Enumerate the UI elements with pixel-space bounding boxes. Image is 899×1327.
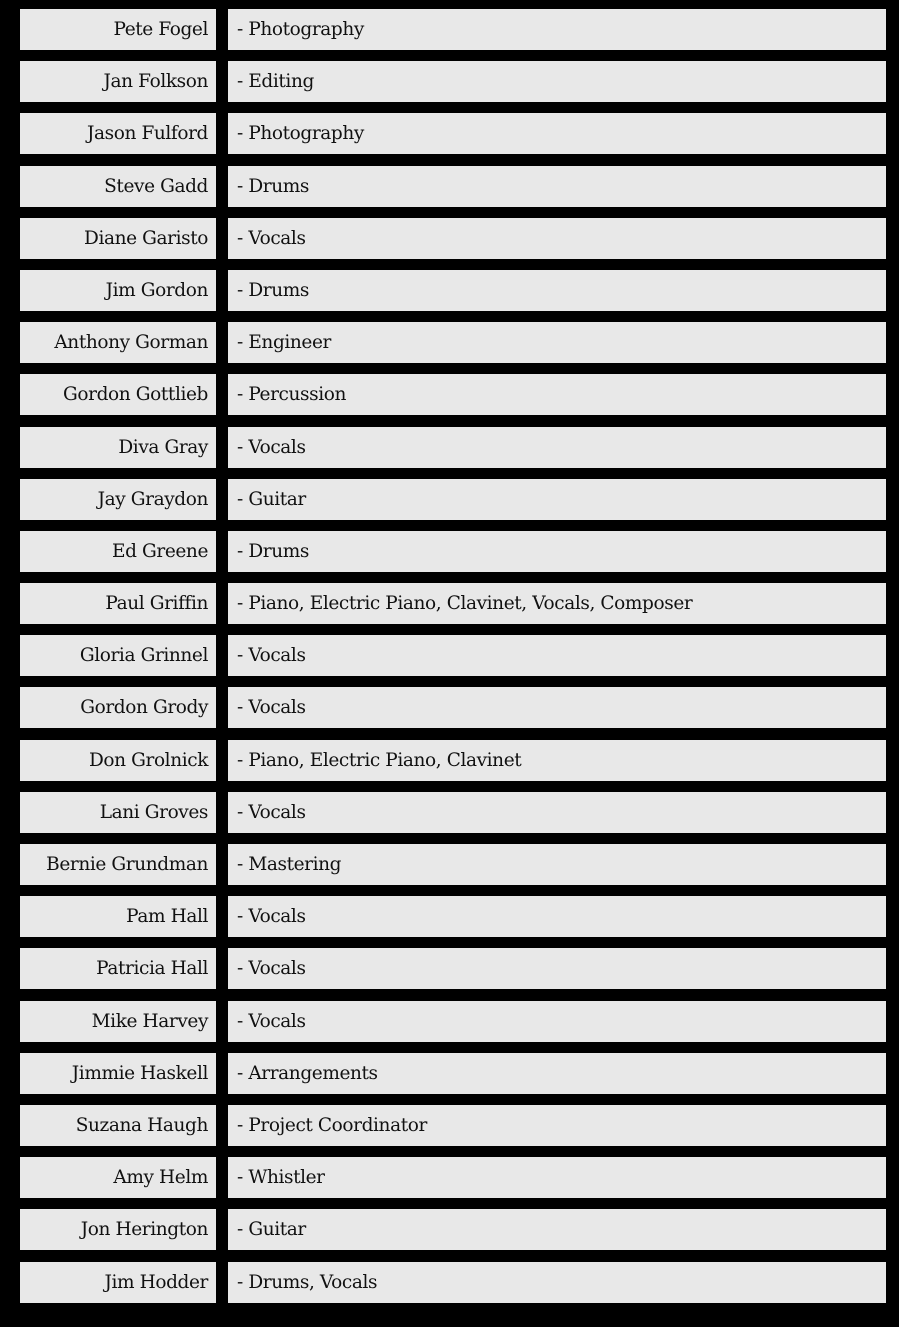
credit-role: - Percussion	[228, 374, 886, 415]
credit-name: Steve Gadd	[20, 166, 216, 207]
credit-role: - Piano, Electric Piano, Clavinet	[228, 740, 886, 781]
credit-role: - Vocals	[228, 218, 886, 259]
credit-name: Jim Gordon	[20, 270, 216, 311]
credit-role: - Drums	[228, 531, 886, 572]
credit-row	[20, 113, 886, 154]
credit-name: Gordon Gottlieb	[20, 374, 216, 415]
credit-name: Jim Hodder	[20, 1262, 216, 1303]
credit-row	[20, 270, 886, 311]
credit-row	[20, 9, 886, 50]
credit-role: - Guitar	[228, 1209, 886, 1250]
credit-name: Gordon Grody	[20, 687, 216, 728]
credit-role: - Photography	[228, 9, 886, 50]
credit-name: Don Grolnick	[20, 740, 216, 781]
credit-row	[20, 322, 886, 363]
credit-role: - Drums, Vocals	[228, 1262, 886, 1303]
credit-row	[20, 1105, 886, 1146]
credit-row	[20, 1001, 886, 1042]
credit-row	[20, 740, 886, 781]
credit-role: - Vocals	[228, 896, 886, 937]
credit-role: - Arrangements	[228, 1053, 886, 1094]
credit-row	[20, 687, 886, 728]
credit-name: Diva Gray	[20, 427, 216, 468]
credit-name: Diane Garisto	[20, 218, 216, 259]
credit-role: - Whistler	[228, 1157, 886, 1198]
credit-role: - Vocals	[228, 792, 886, 833]
credit-role: - Project Coordinator	[228, 1105, 886, 1146]
credit-name: Lani Groves	[20, 792, 216, 833]
credit-role: - Photography	[228, 113, 886, 154]
credit-name: Suzana Haugh	[20, 1105, 216, 1146]
credit-name: Pete Fogel	[20, 9, 216, 50]
credit-name: Ed Greene	[20, 531, 216, 572]
credit-name: Pam Hall	[20, 896, 216, 937]
credit-row	[20, 635, 886, 676]
credit-name: Anthony Gorman	[20, 322, 216, 363]
credit-row	[20, 792, 886, 833]
credit-role: - Guitar	[228, 479, 886, 520]
credit-role: - Vocals	[228, 687, 886, 728]
credit-row	[20, 427, 886, 468]
credit-row	[20, 1262, 886, 1303]
credit-row	[20, 1157, 886, 1198]
credit-row	[20, 948, 886, 989]
credit-name: Jon Herington	[20, 1209, 216, 1250]
credit-name: Jason Fulford	[20, 113, 216, 154]
credit-row	[20, 479, 886, 520]
credit-role: - Engineer	[228, 322, 886, 363]
credit-role: - Vocals	[228, 635, 886, 676]
credit-role: - Vocals	[228, 1001, 886, 1042]
credit-role: - Mastering	[228, 844, 886, 885]
credit-name: Bernie Grundman	[20, 844, 216, 885]
credit-name: Jay Graydon	[20, 479, 216, 520]
credit-row	[20, 1053, 886, 1094]
credit-row	[20, 583, 886, 624]
credit-row	[20, 896, 886, 937]
credit-role: - Drums	[228, 166, 886, 207]
credit-row	[20, 218, 886, 259]
credit-role: - Piano, Electric Piano, Clavinet, Vocals, Composer	[228, 583, 886, 624]
credit-name: Patricia Hall	[20, 948, 216, 989]
credit-name: Jimmie Haskell	[20, 1053, 216, 1094]
credit-row	[20, 1209, 886, 1250]
credit-row	[20, 844, 886, 885]
credit-name: Amy Helm	[20, 1157, 216, 1198]
credit-row	[20, 374, 886, 415]
credit-name: Jan Folkson	[20, 61, 216, 102]
credit-name: Gloria Grinnel	[20, 635, 216, 676]
credit-row	[20, 531, 886, 572]
credit-name: Mike Harvey	[20, 1001, 216, 1042]
credit-role: - Vocals	[228, 427, 886, 468]
credits-list	[20, 9, 886, 1314]
credit-role: - Editing	[228, 61, 886, 102]
credit-row	[20, 166, 886, 207]
credit-row	[20, 61, 886, 102]
credit-name: Paul Griffin	[20, 583, 216, 624]
credit-role: - Drums	[228, 270, 886, 311]
credit-role: - Vocals	[228, 948, 886, 989]
